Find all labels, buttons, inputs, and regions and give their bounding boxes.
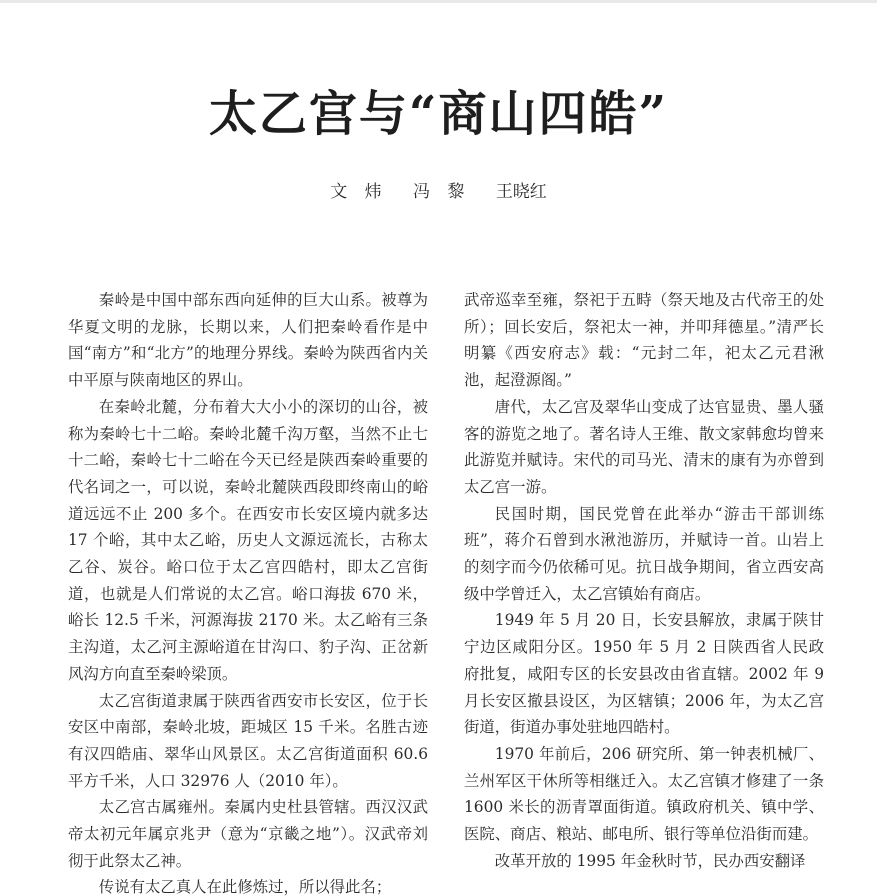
paragraph: 1949 年 5 月 20 日，长安县解放，隶属于陕甘宁边区咸阳分区。1950 年 5 月 2 日陕西省人民政府批复，咸阳专区的长安县改由省直辖。2002 年 9 月长安区撤县设区，为区辖镇；2006 年，为太乙宫街道，街道办事处驻地四皓村。 [464,611,824,737]
paragraph: 唐代，太乙宫及翠华山变成了达官显贵、墨人骚客的游览之地了。著名诗人王维、散文家韩愈均曾来此游览并赋诗。宋代的司马光、清末的康有为亦曾到太乙宫一游。 [464,397,824,496]
paragraph: 民国时期，国民党曾在此举办“游击干部训练班”，蒋介石曾到水湫池游历，并赋诗一首。山岩上的刻字而今仍依稀可见。抗日战争期间，省立西安高级中学曾迁入，太乙宫镇始有商店。 [464,504,824,603]
paragraph: 太乙宫街道隶属于陕西省西安市长安区，位于长安区中南部，秦岭北坡，距城区 15 千米。名胜古迹有汉四皓庙、翠华山风景区。太乙宫街道面积 60.6 平方千米，人口 32976 人（2010 年）。 [68,691,428,790]
author-name: 文 炜 [330,182,388,202]
left-column [68,287,428,896]
paragraph: 在秦岭北麓，分布着大大小小的深切的山谷，被称为秦岭七十二峪。秦岭北麓千沟万壑，当然不止七十二峪，秦岭七十二峪在今天已经是陕西秦岭重要的代名词之一，可以说，秦岭北麓陕西段即终南山的峪道远远不止 200 多个。在西安市长安区境内就多达 17 个峪，其中太乙峪，历史人文源远流长，古称太乙谷、炭谷。峪口位于太乙宫四皓村，即太乙宫街道，也就是人们常说的太乙宫。峪口海拔 670 米，峪长 12.5 千米，河源海拔 2170 米。太乙峪有三条主沟道，太乙河主源峪道在甘沟口、豹子沟、正岔新风沟方向直至秦岭梁顶。 [68,397,428,683]
paragraph: 改革开放的 1995 年金秋时节，民办西安翻译 [494,851,806,870]
paragraph: 太乙宫古属雍州。秦属内史杜县管辖。西汉汉武帝太初元年属京兆尹（意为“京畿之地”）。汉武帝刘彻于此祭太乙神。 [68,798,428,870]
top-border [0,0,877,3]
paragraph: 秦岭是中国中部东西向延伸的巨大山系。被尊为华夏文明的龙脉，长期以来，人们把秦岭看作是中国“南方”和“北方”的地理分界线。秦岭为陕西省内关中平原与陕南地区的界山。 [68,291,428,390]
author-line [0,177,877,207]
paragraph-continued: 武帝巡幸至雍，祭祀于五畤（祭天地及古代帝王的处所）；回长安后，祭祀太一神，并叩拜德星。”清严长明纂《西安府志》载：“元封二年，祀太乙元君湫池，起澄源阁。” [464,291,824,390]
author-name: 冯 黎 [413,182,471,202]
article-title: 太乙宫与“商山四皓” [208,86,669,143]
right-column [464,287,824,896]
paragraph: 传说有太乙真人在此修炼过，所以得此名； [98,878,392,896]
paragraph: 1970 年前后，206 研究所、第一钟表机械厂、兰州军区干休所等相继迁入。太乙宫镇才修建了一条 1600 米长的沥青罩面街道。镇政府机关、镇中学、医院、商店、粮站、邮电所、银行等单位沿街而建。 [464,744,824,844]
author-name: 王晓红 [495,182,547,202]
